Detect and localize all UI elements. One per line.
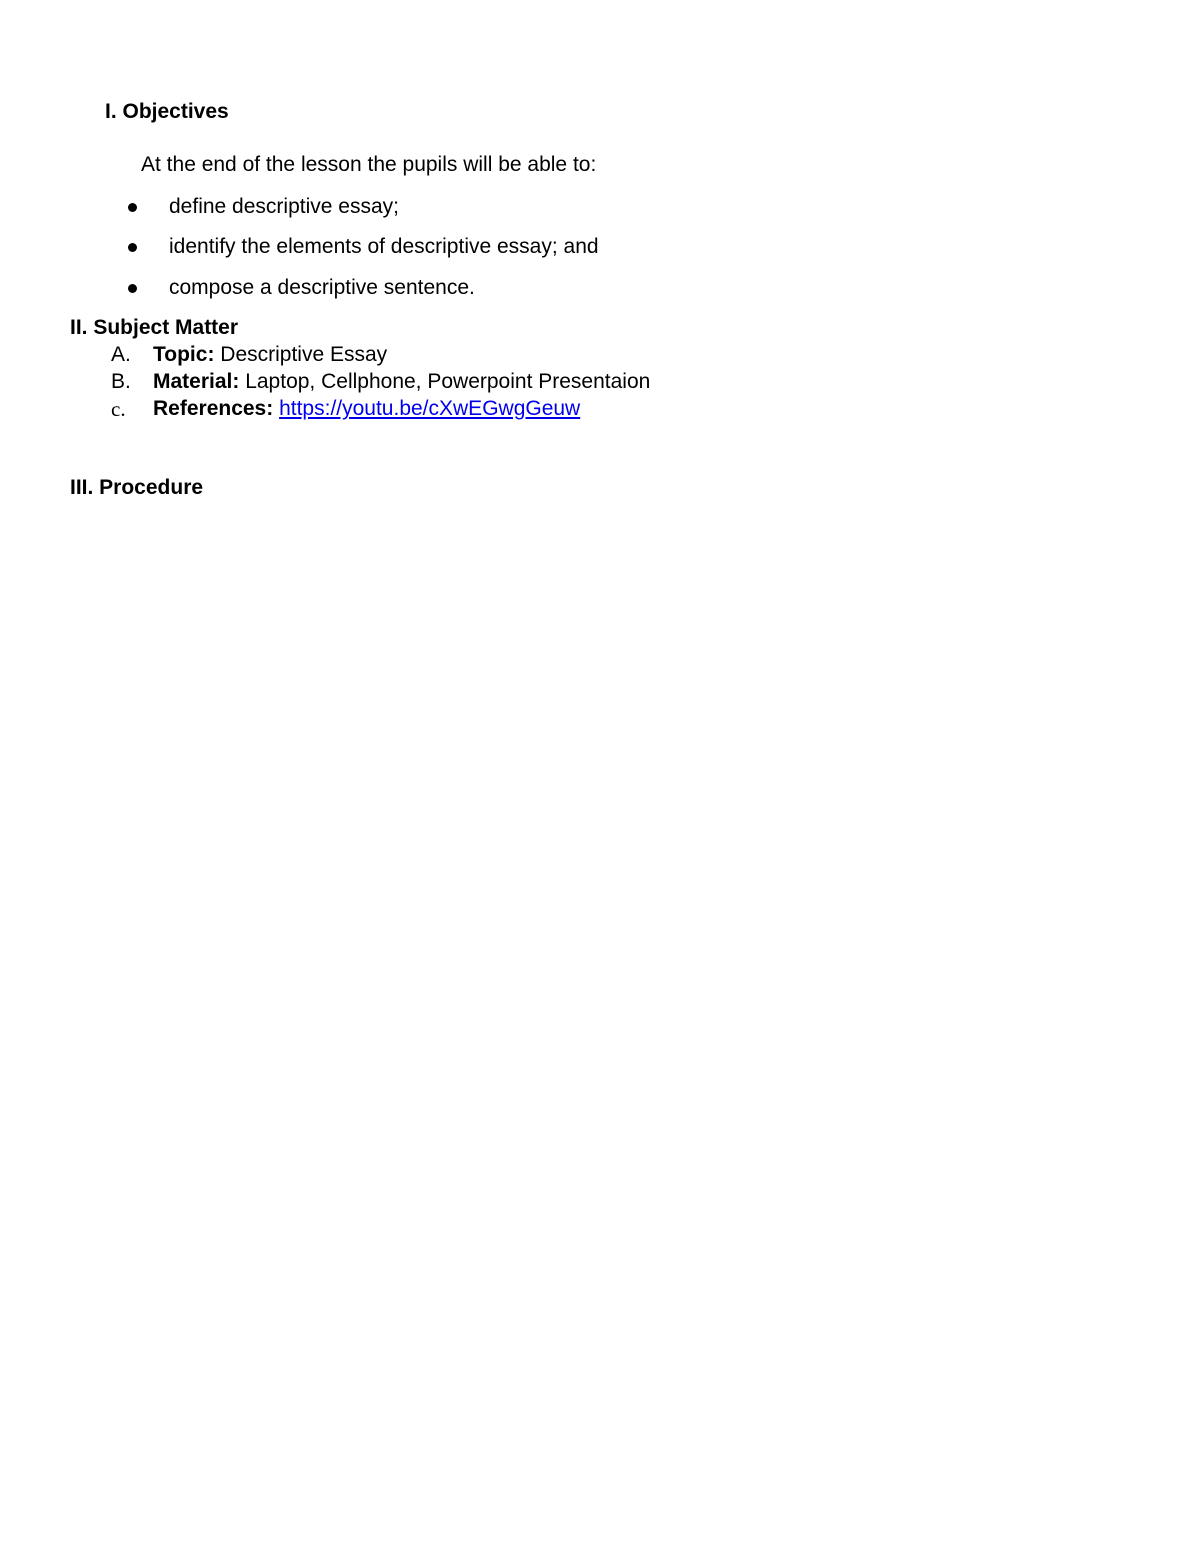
bullet-icon [128,284,137,293]
subject-matter-entry [153,396,580,422]
subject-matter-heading: II. Subject Matter [70,316,239,339]
topic-value: Descriptive Essay [220,343,388,366]
material-value: Laptop, Cellphone, Powerpoint Presentaion [245,370,651,393]
objective-text: compose a descriptive sentence. [169,276,475,299]
bullet-icon [128,203,137,212]
list-marker: A. [111,343,131,366]
procedure-heading: III. Procedure [70,476,204,499]
material-label: Material: [153,370,240,393]
objectives-heading: I. Objectives [105,100,229,123]
bullet-icon [128,243,137,252]
references-link[interactable]: https://youtu.be/cXwEGwgGeuw [279,397,581,420]
subject-matter-entry [153,369,650,395]
list-marker: B. [111,370,131,393]
list-marker: c. [111,397,126,421]
references-label: References: [153,397,274,420]
objectives-intro: At the end of the lesson the pupils will be able to: [141,153,597,176]
subject-matter-entry [153,342,387,368]
objective-text: define descriptive essay; [169,195,399,218]
objective-text: identify the elements of descriptive essay; and [169,235,599,258]
topic-label: Topic: [153,343,215,366]
